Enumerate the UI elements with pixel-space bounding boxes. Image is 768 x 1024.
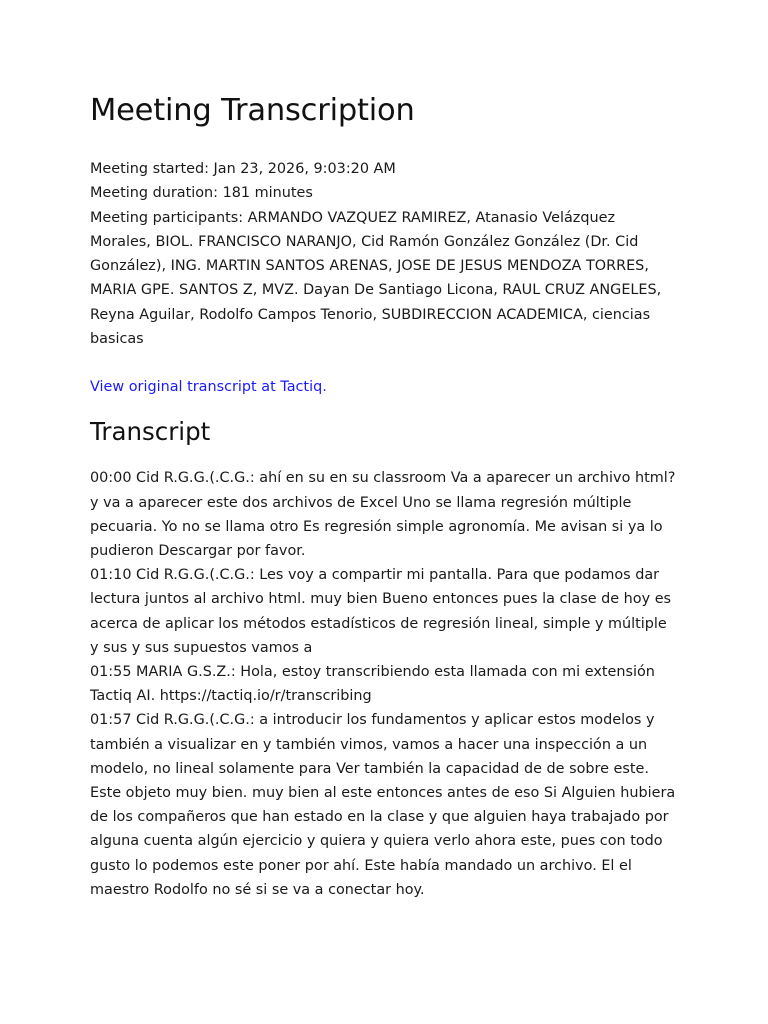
meeting-started: Meeting started: Jan 23, 2026, 9:03:20 AM bbox=[90, 161, 396, 177]
meeting-duration: Meeting duration: 181 minutes bbox=[90, 185, 313, 202]
transcript-entry: 00:00 Cid R.G.G.(.C.G.: ahí en su en su classroom Va a aparecer un archivo html? y va a aparecer este dos archivos de Excel Uno se llama regresión múltiple pecuaria. Yo no se llama otro Es regresión simple agronomía. Me avisan si ya lo pudieron Descargar por favor. bbox=[90, 470, 676, 559]
link-line bbox=[90, 375, 678, 399]
transcript-body bbox=[90, 466, 678, 902]
view-original-transcript-link[interactable]: View original transcript at Tactiq. bbox=[90, 379, 327, 396]
meeting-metadata bbox=[90, 157, 678, 351]
transcript-entry: 01:57 Cid R.G.G.(.C.G.: a introducir los fundamentos y aplicar estos modelos y también a visualizar en y también vimos, vamos a hacer una inspección a un modelo, no lineal solamente para Ver también la capacidad de de sobre este. Este objeto muy bien. muy bien al este entonces antes de eso Si Alguien hubiera de los compañeros que han estado en la clase y que alguien haya trabajado por alguna cuenta algún ejercicio y quiera y quiera verlo ahora este, pues con todo gusto lo podemos este poner por ahí. Este había mandado un archivo. El el maestro Rodolfo no sé si se va a conectar hoy. bbox=[90, 712, 676, 898]
transcript-entry: 01:55 MARIA G.S.Z.: Hola, estoy transcribiendo esta llamada con mi extensión Tactiq AI. https://tactiq.io/r/transcribing bbox=[90, 664, 655, 705]
page-title: Meeting Transcription bbox=[90, 93, 415, 128]
section-title-transcript: Transcript bbox=[90, 417, 211, 447]
transcript-entry: 01:10 Cid R.G.G.(.C.G.: Les voy a compartir mi pantalla. Para que podamos dar lectura juntos al archivo html. muy bien Bueno entonces pues la clase de hoy es acerca de aplicar los métodos estadísticos de regresión lineal, simple y múltiple y sus y sus supuestos vamos a bbox=[90, 567, 672, 656]
meeting-participants: Meeting participants: ARMANDO VAZQUEZ RAMIREZ, Atanasio Velázquez Morales, BIOL. FRANCISCO NARANJO, Cid Ramón González González (Dr. Cid González), ING. MARTIN SANTOS ARENAS, JOSE DE JESUS MENDOZA TORRES, MARIA GPE. SANTOS Z, MVZ. Dayan De Santiago Licona, RAUL CRUZ ANGELES, Reyna Aguilar, Rodolfo Campos Tenorio, SUBDIRECCION ACADEMICA, ciencias basicas bbox=[90, 209, 662, 348]
